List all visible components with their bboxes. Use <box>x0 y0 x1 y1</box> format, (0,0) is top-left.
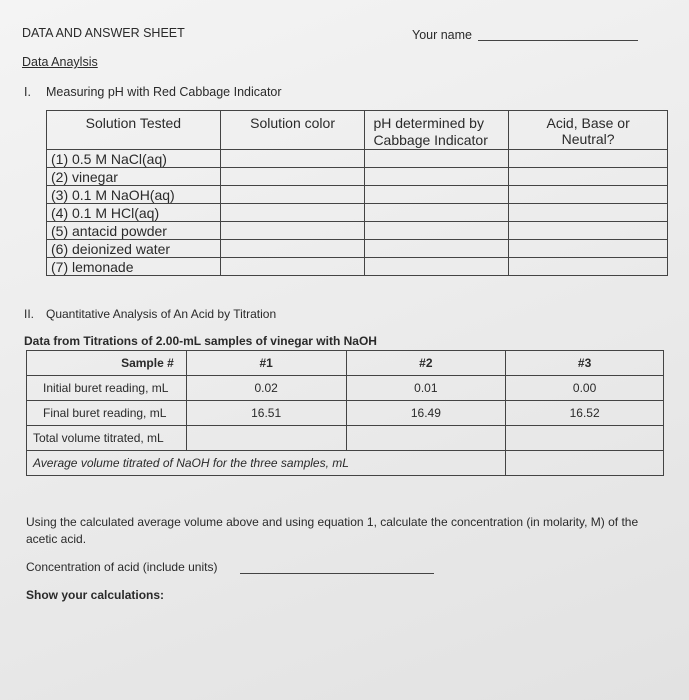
total-volume-label: Total volume titrated, mL <box>27 426 187 451</box>
col-solution-color: Solution color <box>220 111 365 150</box>
sheet-title: DATA AND ANSWER SHEET <box>22 26 185 40</box>
solution-name: (6) deionized water <box>47 240 221 258</box>
solution-name: (2) vinegar <box>47 168 221 186</box>
color-cell[interactable] <box>220 204 365 222</box>
color-cell[interactable] <box>220 222 365 240</box>
ph-cell[interactable] <box>365 150 509 168</box>
part2-numeral: II. <box>24 307 35 321</box>
solution-name: (7) lemonade <box>47 258 221 276</box>
your-name-blank[interactable] <box>478 40 638 41</box>
col-acid-line1: Acid, Base or <box>546 115 630 131</box>
part2-title: Quantitative Analysis of An Acid by Titration <box>46 307 277 321</box>
ph-cell[interactable] <box>365 204 509 222</box>
ph-table-header <box>47 111 668 150</box>
titration-caption: Data from Titrations of 2.00-mL samples of vinegar with NaOH <box>24 334 377 348</box>
solution-name: (4) 0.1 M HCl(aq) <box>47 204 221 222</box>
col-ph-line1: pH determined by <box>373 115 484 131</box>
final-reading-label: Final buret reading, mL <box>27 401 187 426</box>
acid-base-cell[interactable] <box>509 204 668 222</box>
titration-table <box>26 350 664 476</box>
acid-base-cell[interactable] <box>509 186 668 204</box>
initial-reading-label: Initial buret reading, mL <box>27 376 187 401</box>
acid-base-cell[interactable] <box>509 240 668 258</box>
part1-numeral: I. <box>24 85 31 99</box>
total-volume-2[interactable] <box>346 426 506 451</box>
average-volume-value[interactable] <box>506 451 664 476</box>
part2-heading <box>24 307 276 321</box>
col-ph-determined <box>365 111 509 150</box>
final-reading-row <box>27 401 664 426</box>
col-solution-tested: Solution Tested <box>47 111 221 150</box>
your-name-label: Your name <box>412 28 472 42</box>
initial-reading-1: 0.02 <box>186 376 346 401</box>
col-acid-base <box>509 111 668 150</box>
sample-3-header: #3 <box>506 351 664 376</box>
acid-base-cell[interactable] <box>509 258 668 276</box>
acid-base-cell[interactable] <box>509 222 668 240</box>
average-volume-label: Average volume titrated of NaOH for the three samples, mL <box>27 451 506 476</box>
final-reading-2: 16.49 <box>346 401 506 426</box>
table-row <box>47 150 668 168</box>
solution-name: (3) 0.1 M NaOH(aq) <box>47 186 221 204</box>
part1-heading <box>24 85 282 99</box>
ph-cell[interactable] <box>365 240 509 258</box>
concentration-label: Concentration of acid (include units) <box>26 560 218 574</box>
ph-table <box>46 110 668 276</box>
ph-cell[interactable] <box>365 186 509 204</box>
total-volume-row <box>27 426 664 451</box>
initial-reading-2: 0.01 <box>346 376 506 401</box>
ph-cell[interactable] <box>365 222 509 240</box>
color-cell[interactable] <box>220 186 365 204</box>
table-row <box>47 204 668 222</box>
color-cell[interactable] <box>220 168 365 186</box>
total-volume-3[interactable] <box>506 426 664 451</box>
total-volume-1[interactable] <box>186 426 346 451</box>
sample-1-header: #1 <box>186 351 346 376</box>
ph-cell[interactable] <box>365 258 509 276</box>
part1-title: Measuring pH with Red Cabbage Indicator <box>46 85 282 99</box>
table-row <box>47 240 668 258</box>
ph-cell[interactable] <box>365 168 509 186</box>
solution-name: (5) antacid powder <box>47 222 221 240</box>
table-row <box>47 258 668 276</box>
titration-header-row <box>27 351 664 376</box>
concentration-blank[interactable] <box>240 573 434 574</box>
average-volume-row <box>27 451 664 476</box>
final-reading-1: 16.51 <box>186 401 346 426</box>
color-cell[interactable] <box>220 258 365 276</box>
acid-base-cell[interactable] <box>509 168 668 186</box>
show-calculations-label: Show your calculations: <box>26 588 165 602</box>
color-cell[interactable] <box>220 240 365 258</box>
initial-reading-row <box>27 376 664 401</box>
data-analysis-heading: Data Anaylsis <box>22 55 98 69</box>
initial-reading-3: 0.00 <box>506 376 664 401</box>
sample-header: Sample # <box>27 351 187 376</box>
col-acid-line2: Neutral? <box>561 131 615 147</box>
final-reading-3: 16.52 <box>506 401 664 426</box>
table-row <box>47 168 668 186</box>
color-cell[interactable] <box>220 150 365 168</box>
instructions: Using the calculated average volume above and using equation 1, calculate the concentration (in molarity, M) of the acetic acid. <box>26 515 639 546</box>
sample-2-header: #2 <box>346 351 506 376</box>
solution-name: (1) 0.5 M NaCl(aq) <box>47 150 221 168</box>
table-row <box>47 186 668 204</box>
table-row <box>47 222 668 240</box>
acid-base-cell[interactable] <box>509 150 668 168</box>
col-ph-line2: Cabbage Indicator <box>373 132 488 148</box>
